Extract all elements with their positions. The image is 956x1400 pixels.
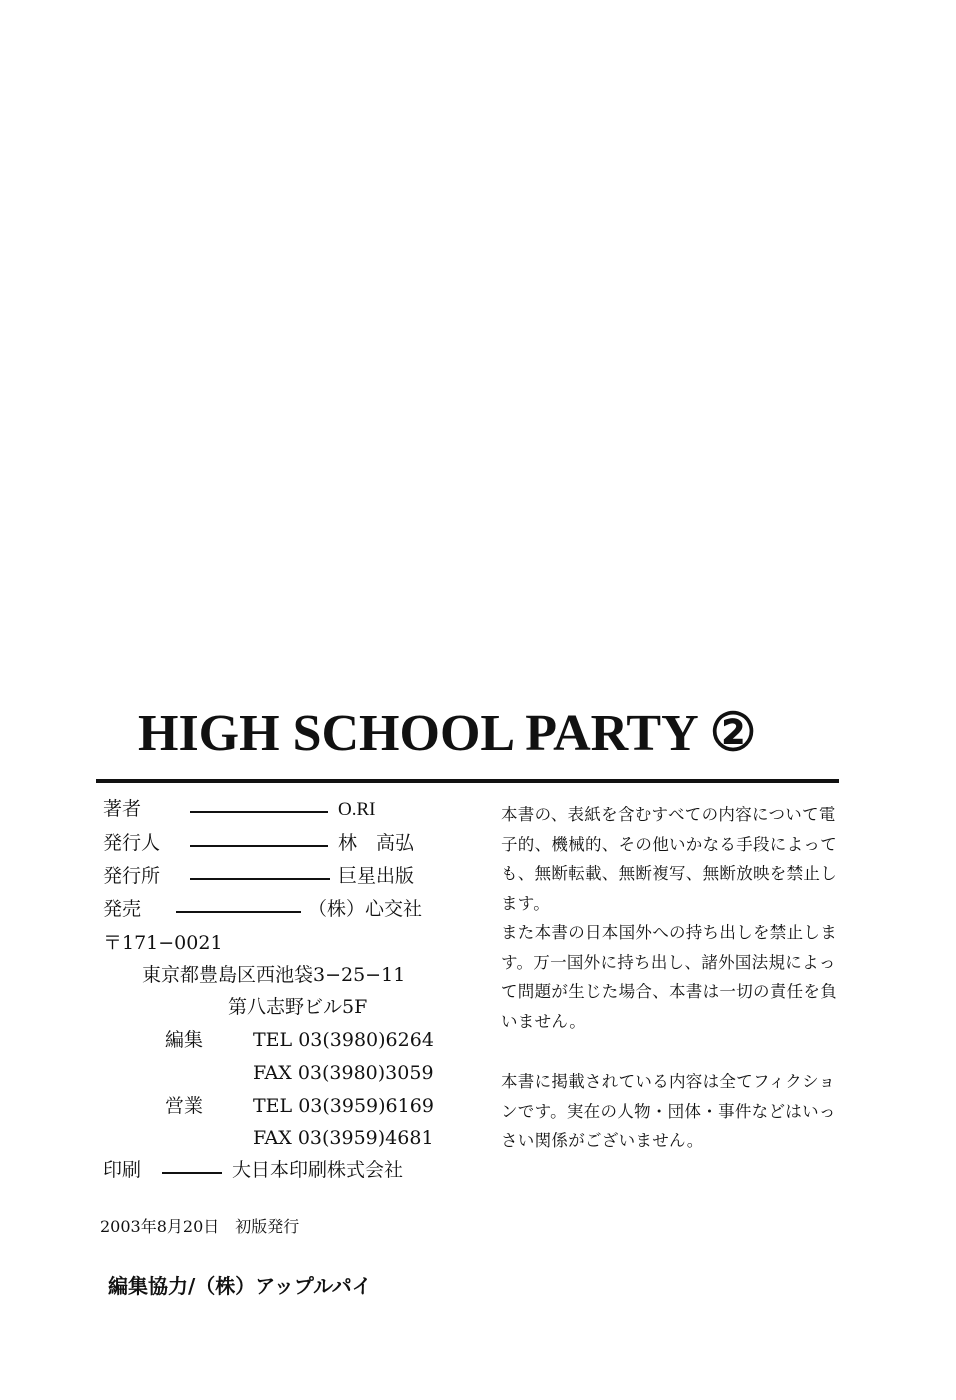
author-value: O.RI — [338, 799, 376, 820]
printing-label: 印刷 — [103, 1159, 142, 1181]
notice-line: 本書に掲載されている内容は全てフィクショ — [501, 1072, 836, 1091]
address-line-2: 第八志野ビル5F — [228, 996, 368, 1018]
sales-label: 営業 — [165, 1095, 204, 1117]
leader-line — [162, 1172, 222, 1174]
sales-fax: FAX 03(3959)4681 — [253, 1127, 434, 1149]
editorial-label: 編集 — [165, 1029, 204, 1051]
book-title: HIGH SCHOOL PARTY ② — [138, 705, 757, 762]
publisher-person-label: 発行人 — [103, 832, 161, 854]
notice-line: ます。 — [501, 893, 551, 913]
copyright-notice — [501, 800, 841, 1156]
author-label: 著者 — [103, 798, 142, 820]
notice-line: も、無断転載、無断複写、無断放映を禁止し — [501, 864, 837, 883]
editorial-cooperation: 編集協力/（株）アップルパイ — [108, 1274, 372, 1298]
editorial-tel: TEL 03(3980)6264 — [253, 1029, 434, 1051]
notice-line: ンです。実在の人物・団体・事件などはいっ — [501, 1101, 836, 1121]
publisher-person-value: 林 高弘 — [338, 832, 415, 854]
sales-tel: TEL 03(3959)6169 — [253, 1095, 434, 1117]
publication-date: 2003年8月20日 初版発行 — [100, 1217, 300, 1236]
notice-line: す。万一国外に持ち出し、諸外国法規によっ — [501, 952, 836, 972]
notice-line: 本書の、表紙を含むすべての内容について電 — [501, 805, 836, 824]
distributor-value: （株）心交社 — [308, 898, 423, 920]
notice-line: 子的、機械的、その他いかなる手段によって — [501, 834, 837, 854]
address-line-1: 東京都豊島区西池袋3−25−11 — [142, 964, 406, 986]
leader-line — [190, 811, 328, 813]
notice-line: さい関係がございません。 — [501, 1131, 704, 1150]
colophon-credits — [0, 0, 460, 1400]
leader-line — [190, 845, 328, 847]
notice-line: また本書の日本国外への持ち出しを禁止しま — [501, 923, 837, 942]
publishing-office-label: 発行所 — [103, 865, 161, 887]
editorial-fax: FAX 03(3980)3059 — [253, 1062, 434, 1084]
leader-line — [176, 911, 301, 913]
notice-line: て問題が生じた場合、本書は一切の責任を負 — [501, 982, 837, 1001]
leader-line — [190, 878, 330, 880]
printing-value: 大日本印刷株式会社 — [232, 1159, 404, 1181]
postal-code: 〒171−0021 — [103, 932, 223, 954]
distributor-label: 発売 — [103, 898, 142, 920]
publishing-office-value: 巨星出版 — [338, 865, 415, 887]
notice-line: いません。 — [501, 1011, 586, 1031]
